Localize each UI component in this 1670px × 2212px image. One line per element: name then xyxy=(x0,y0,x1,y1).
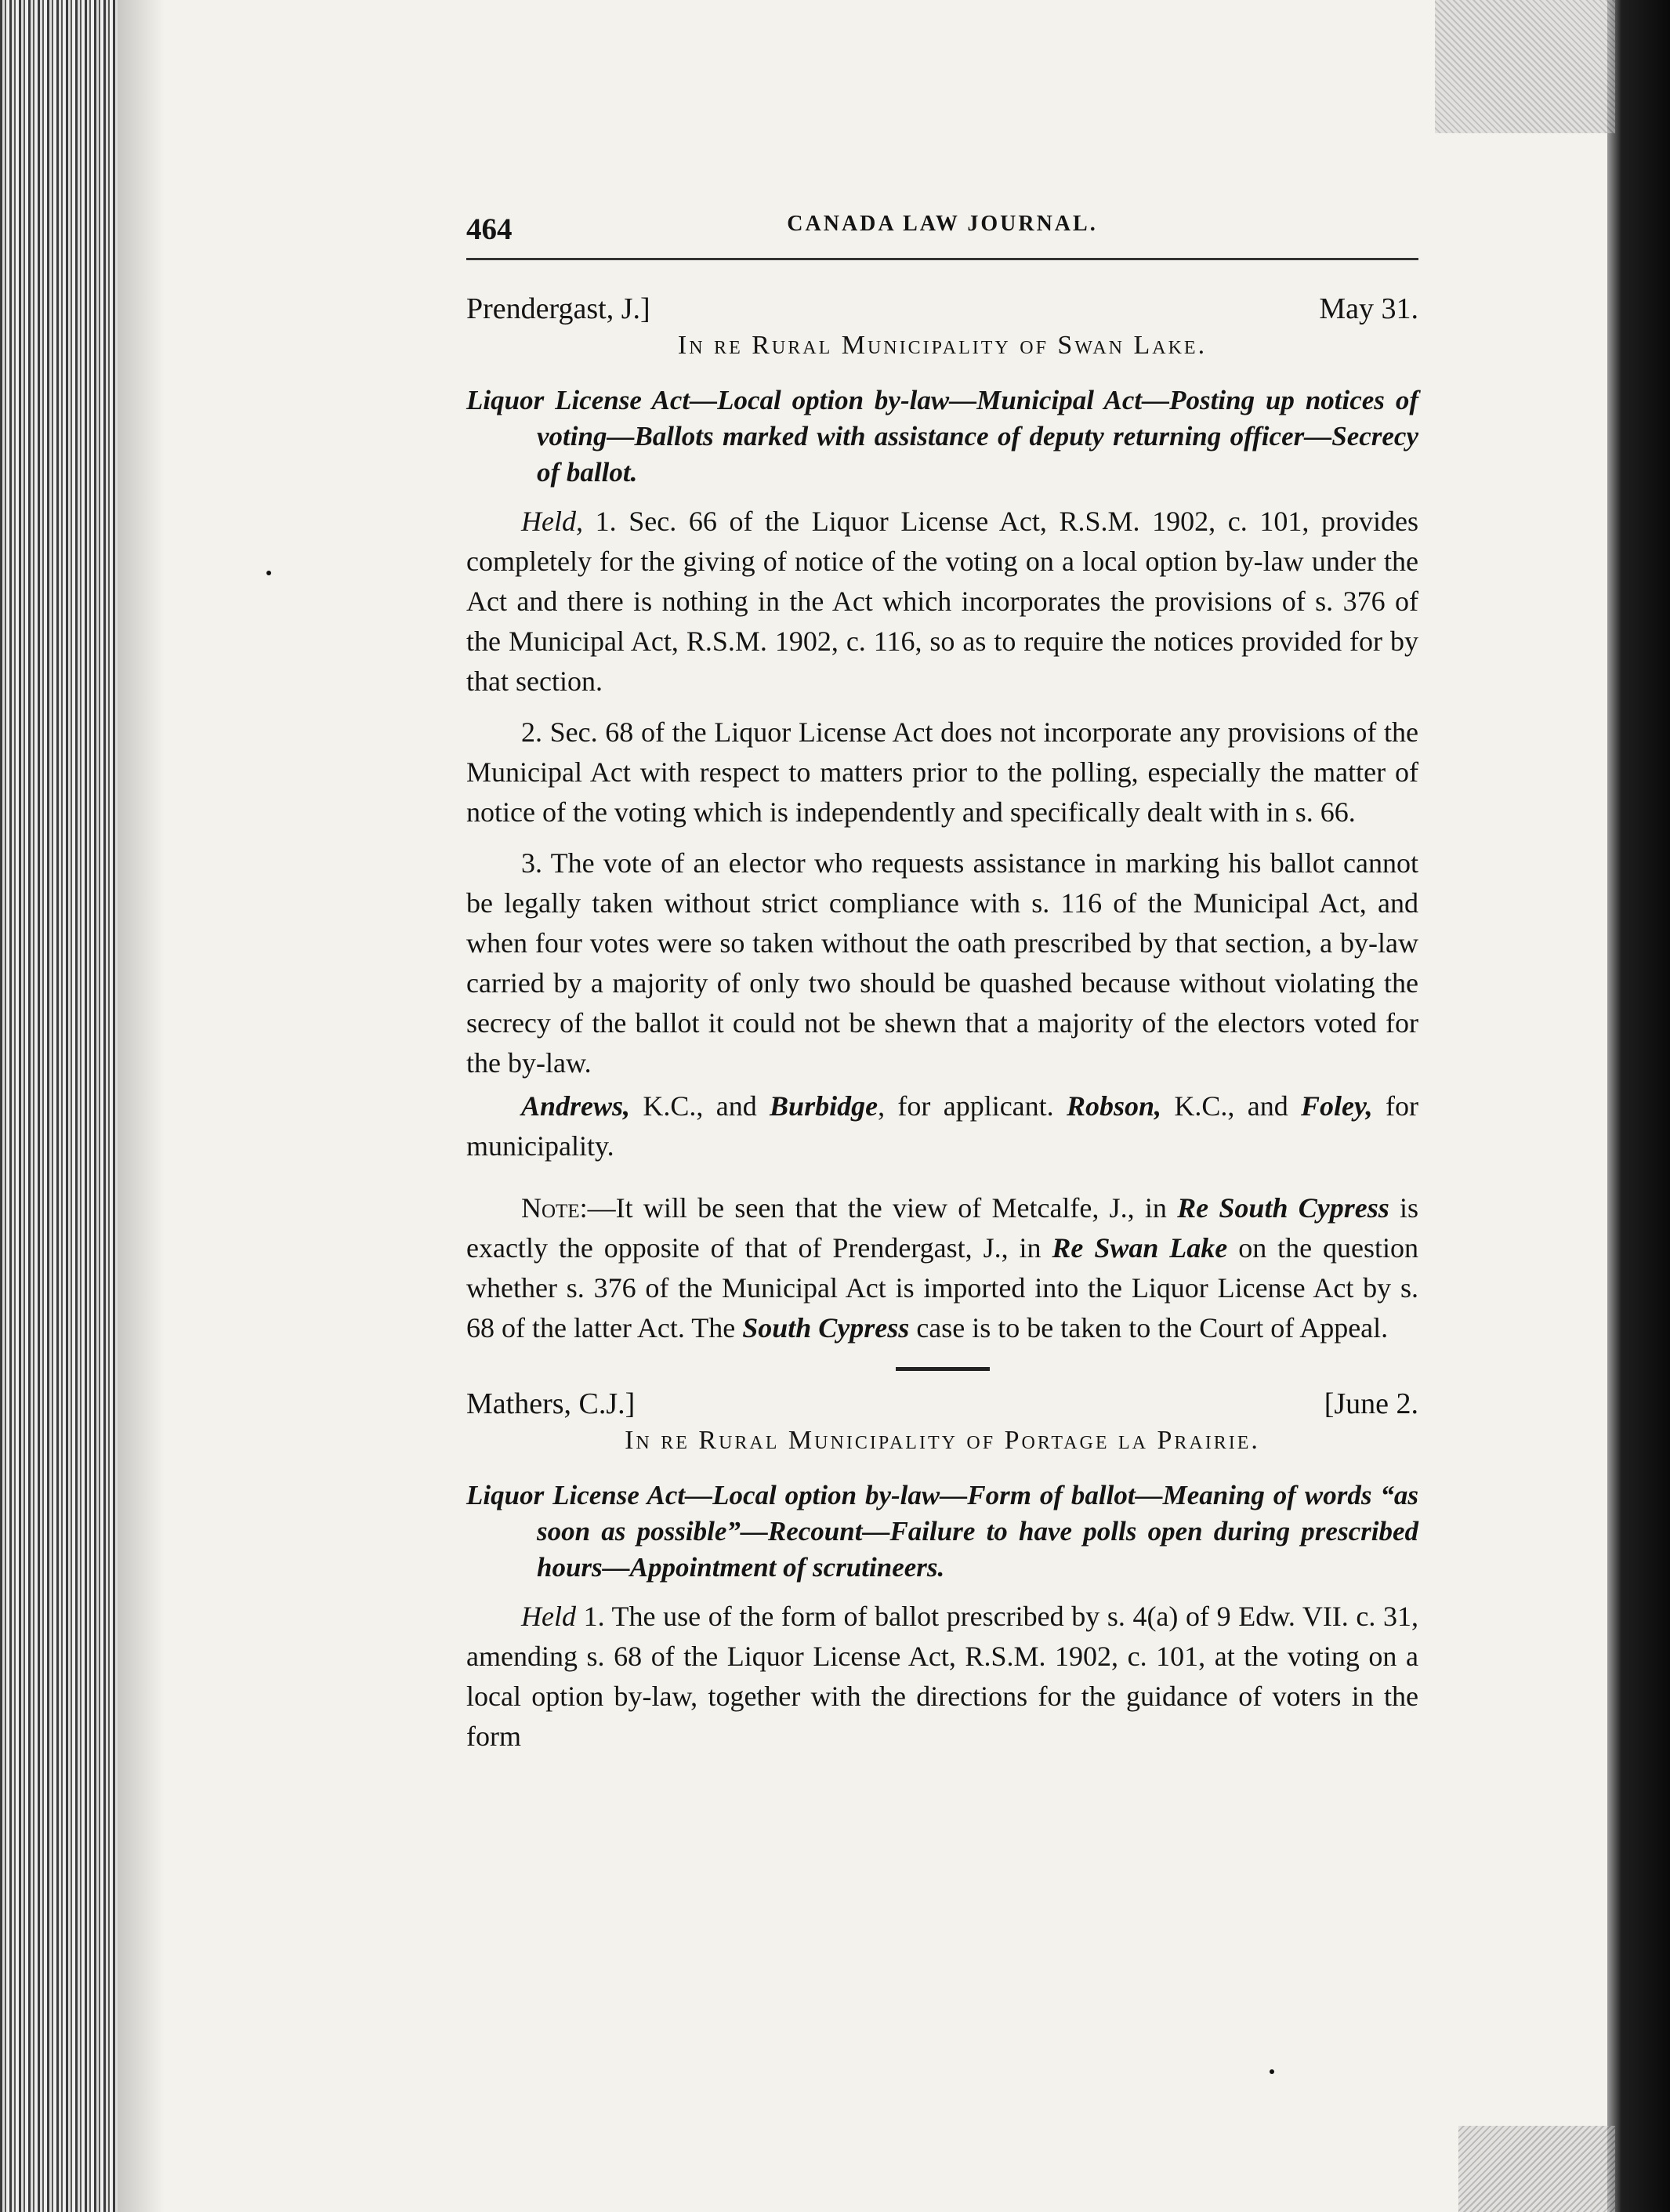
case-2-title: In re Rural Municipality of Portage la Prairie. xyxy=(625,1426,1260,1455)
case-2-heading xyxy=(466,1387,1418,1421)
scan-top-right-noise xyxy=(1435,0,1615,133)
case-2-catchwords: Liquor License Act—Local option by-law—Form of ballot—Meaning of words “as soon as possible”—Recount—Failure to have polls open during prescribed hours—Appointment of scrutineers. xyxy=(466,1480,1418,1583)
held-1-text: 1. The use of the form of ballot prescribed by s. 4(a) of 9 Edw. VII. c. 31, amending s. 68 of the Liquor License Act, R.S.M. 1902, c. 101, at the voting on a local option by-law, together with the directions for the guidance of voters in the form xyxy=(466,1601,1418,1752)
case-1-held-1 xyxy=(466,502,1418,702)
case-1-counsel xyxy=(466,1086,1418,1166)
held-1-text: 1. Sec. 66 of the Liquor License Act, R.S.M. 1902, c. 101, provides completely for the giving of notice of the voting on a local option by-law under the Act and there is nothing in the Act which incorporates the provisions of s. 376 of the Municipal Act, R.S.M. 1902, c. 116, so as to require the notices provided for by that section. xyxy=(466,506,1419,697)
note-text: —It will be seen that the view of Metcalfe, J., in xyxy=(587,1192,1178,1224)
counsel-text: K.C., and xyxy=(1161,1090,1302,1122)
note-case-name: South Cypress xyxy=(742,1312,910,1344)
case-1-date: May 31. xyxy=(1319,292,1418,325)
case-1-heading xyxy=(466,292,1418,326)
note-case-name: Re South Cypress xyxy=(1177,1192,1389,1224)
scan-right-edge xyxy=(1607,0,1670,2212)
case-1-catchwords: Liquor License Act—Local option by-law—Municipal Act—Posting up notices of voting—Ballots marked with assistance of deputy returning officer—Secrecy of ballot. xyxy=(466,385,1418,488)
scan-left-edge xyxy=(0,0,118,2212)
counsel-name: Robson, xyxy=(1067,1090,1162,1122)
case-1-judge: Prendergast, J.] xyxy=(466,292,650,325)
case-1-title: In re Rural Municipality of Swan Lake. xyxy=(677,331,1208,360)
editorial-note xyxy=(466,1188,1418,1348)
note-label: Note: xyxy=(521,1192,588,1224)
case-2-judge: Mathers, C.J.] xyxy=(466,1387,636,1420)
scan-left-shadow xyxy=(118,0,165,2212)
counsel-text: , for applicant. xyxy=(878,1090,1067,1122)
speck xyxy=(1270,2069,1274,2074)
page-content xyxy=(466,212,1418,1757)
held-label: Held, xyxy=(521,506,583,537)
page-header xyxy=(466,212,1418,260)
running-title: CANADA LAW JOURNAL. xyxy=(787,212,1098,236)
note-case-name: Re Swan Lake xyxy=(1052,1232,1228,1264)
note-text: case is to be taken to the Court of Appeal. xyxy=(909,1312,1389,1344)
case-1-held-2: 2. Sec. 68 of the Liquor License Act does not incorporate any provisions of the Municipal Act with respect to matters prior to the polling, especially the matter of notice of the voting which is independently and specifically dealt with in s. 66. xyxy=(466,716,1418,828)
counsel-name: Foley, xyxy=(1301,1090,1373,1122)
scan-bottom-right-noise xyxy=(1458,2126,1615,2212)
note-text: is exactly the opposite of that of Prendergast, J., in xyxy=(466,1192,1418,1264)
counsel-text: for municipality. xyxy=(466,1090,1418,1162)
counsel-name: Burbidge xyxy=(770,1090,878,1122)
section-divider xyxy=(896,1367,990,1371)
speck xyxy=(266,571,271,575)
case-2-held-1 xyxy=(466,1597,1418,1757)
case-2-date: [June 2. xyxy=(1324,1387,1418,1420)
counsel-name: Andrews, xyxy=(521,1090,631,1122)
note-text: on the question whether s. 376 of the Municipal Act is imported into the Liquor License Act by s. 68 of the latter Act. The xyxy=(466,1232,1418,1344)
case-1-held-3: 3. The vote of an elector who requests assistance in marking his ballot cannot be legally taken without strict compliance with s. 116 of the Municipal Act, and when four votes were so taken without the oath prescribed by that section, a by-law carried by a majority of only two should be quashed because without violating the secrecy of the ballot it could not be shewn that a majority of the electors voted for the by-law. xyxy=(466,847,1418,1079)
held-label: Held xyxy=(521,1601,576,1632)
page-number: 464 xyxy=(466,212,513,246)
counsel-text: K.C., and xyxy=(630,1090,770,1122)
